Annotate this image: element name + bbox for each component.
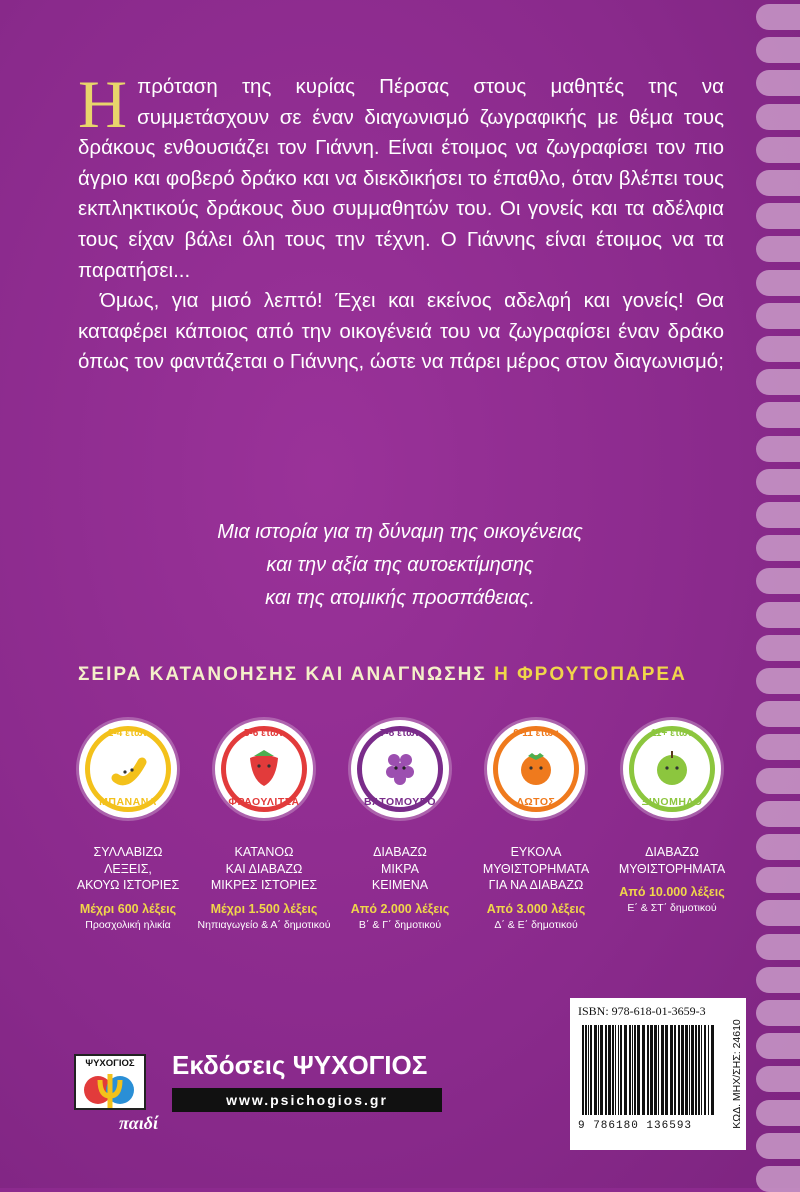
level-word-count: Από 10.000 λέξεις — [619, 885, 725, 899]
level-word-count: Μέχρι 1.500 λέξεις — [210, 901, 318, 916]
reading-level — [196, 720, 332, 931]
strawberry-icon — [244, 748, 284, 788]
barcode-bar — [637, 1025, 640, 1115]
level-desc-line: ΚΕΙΜΕΝΑ — [371, 878, 429, 892]
level-grade: Νηπιαγωγείο & Α΄ δημοτικού — [197, 918, 331, 931]
kaki-icon — [516, 748, 556, 788]
barcode-bar — [665, 1025, 668, 1115]
blurb-text — [78, 66, 724, 378]
spiral-tab — [756, 867, 800, 893]
barcode-bar — [585, 1025, 587, 1115]
level-grade: Ε΄ & ΣΤ΄ δημοτικού — [627, 902, 717, 914]
tagline-line-1: Μια ιστορία για τη δύναμη της οικογένειας — [217, 521, 583, 543]
spiral-tab — [756, 1066, 800, 1092]
barcode-bar — [629, 1025, 631, 1115]
barcode-bar — [642, 1025, 645, 1115]
barcode-bar — [685, 1025, 688, 1115]
spiral-tab — [756, 170, 800, 196]
series-name: Η ΦΡΟΥΤΟΠΑΡΕΑ — [494, 664, 687, 685]
level-badge — [487, 720, 585, 818]
spiral-tab — [756, 1133, 800, 1159]
spiral-tab — [756, 203, 800, 229]
barcode-bar — [698, 1025, 700, 1115]
level-description — [332, 844, 468, 894]
green-apple-icon — [652, 748, 692, 788]
barcode-bar — [624, 1025, 627, 1115]
barcode-bar — [594, 1025, 597, 1115]
logo-paidi: παιδί — [118, 1113, 158, 1133]
barcode-bar — [674, 1025, 676, 1115]
series-title — [78, 664, 728, 686]
reading-level — [332, 720, 468, 931]
level-description — [60, 844, 196, 894]
spiral-tab — [756, 568, 800, 594]
logo-box — [74, 1054, 146, 1110]
isbn-label: ISBN: 978-618-01-3659-3 — [578, 1004, 706, 1018]
level-desc-line: ΓΙΑ ΝΑ ΔΙΑΒΑΖΩ — [488, 878, 584, 892]
level-word-count: Από 2.000 λέξεις — [350, 901, 450, 916]
barcode-bar — [695, 1025, 697, 1115]
barcode-bar — [647, 1025, 649, 1115]
barcode-bar — [689, 1025, 690, 1115]
spiral-tab — [756, 104, 800, 130]
level-fruit-name: ΞΙΝΟΜΗΛΟ — [641, 796, 703, 808]
spiral-tabs — [740, 0, 800, 1188]
logo-word: ΨΥΧΟΓΙΟΣ — [85, 1058, 135, 1069]
tagline-line-2: και την αξία της αυτοεκτίμησης — [266, 554, 534, 576]
spiral-tab — [756, 336, 800, 362]
reading-level — [468, 720, 604, 931]
level-grade: Δ΄ & Ε΄ δημοτικού — [494, 918, 578, 931]
level-fruit-name: ΛΩΤΟΣ — [516, 796, 556, 808]
level-desc-line: ΔΙΑΒΑΖΩ — [373, 845, 427, 859]
barcode-bar — [708, 1025, 709, 1115]
barcode-bar — [615, 1025, 616, 1115]
spiral-tab — [756, 469, 800, 495]
level-age: 7-8 ετών — [379, 728, 421, 739]
barcode-bar — [691, 1025, 694, 1115]
barcode-bar — [681, 1025, 684, 1115]
barcode — [578, 1025, 720, 1115]
blurb-paragraph-2: Όμως, για μισό λεπτό! Έχει και εκείνος αδελφή και γονείς! Θα καταφέρει κάποιος από την οικογένειά του να ζωγραφίσει έναν δράκο όπως τον φαντάζεται ο Γιάννης, ώστε να πάρει μέρος στον διαγωνισμό; — [78, 289, 724, 374]
level-description — [196, 844, 332, 894]
barcode-bar — [612, 1025, 614, 1115]
barcode-bar — [620, 1025, 622, 1115]
barcode-bar — [654, 1025, 657, 1115]
spiral-tab — [756, 934, 800, 960]
reading-levels — [60, 720, 740, 950]
level-age: 11+ ετών — [650, 728, 694, 739]
tagline-line-3: και της ατομικής προσπάθειας. — [265, 587, 535, 609]
level-desc-line: ΔΙΑΒΑΖΩ — [645, 845, 699, 859]
publisher-logo — [74, 1054, 158, 1133]
spiral-tab — [756, 535, 800, 561]
drop-cap: Η — [78, 66, 128, 142]
level-badge — [79, 720, 177, 818]
level-desc-line: ΑΚΟΥΩ ΙΣΤΟΡΙΕΣ — [76, 878, 180, 892]
reading-level — [604, 720, 740, 914]
spiral-tab — [756, 369, 800, 395]
spiral-tab — [756, 236, 800, 262]
level-badge — [215, 720, 313, 818]
barcode-bar — [661, 1025, 664, 1115]
spiral-tab — [756, 734, 800, 760]
publisher-name: Εκδόσεις ΨΥΧΟΓΙΟΣ — [172, 1050, 428, 1080]
barcode-bar — [670, 1025, 673, 1115]
level-desc-line: ΜΥΘΙΣΤΟΡΗΜΑΤΑ — [618, 861, 726, 876]
spiral-tab — [756, 801, 800, 827]
barcode-bar — [632, 1025, 633, 1115]
spiral-tab — [756, 834, 800, 860]
spiral-tab — [756, 436, 800, 462]
level-fruit-name: ΦΡΑΟΥΛΙΤΣΑ — [228, 796, 300, 808]
spiral-tab — [756, 967, 800, 993]
blackberry-icon — [380, 748, 420, 788]
barcode-bar — [701, 1025, 702, 1115]
spiral-tab — [756, 1000, 800, 1026]
product-code: ΚΩΔ. ΜΗΧ/ΣΗΣ: 24610 — [728, 998, 746, 1150]
barcode-bar — [600, 1025, 603, 1115]
level-description — [604, 844, 740, 877]
barcode-number: 9 786180 136593 — [578, 1120, 693, 1132]
isbn-block — [570, 998, 728, 1150]
tagline — [120, 516, 680, 615]
spiral-tab — [756, 37, 800, 63]
level-desc-line: ΛΕΞΕΙΣ, — [104, 861, 152, 876]
level-grade: Β΄ & Γ΄ δημοτικού — [358, 918, 442, 931]
barcode-bar — [634, 1025, 636, 1115]
banana-icon — [108, 748, 148, 788]
level-word-count: Από 3.000 λέξεις — [486, 901, 586, 916]
spiral-tab — [756, 768, 800, 794]
level-word-count: Μέχρι 600 λέξεις — [79, 901, 177, 916]
level-desc-line: ΜΙΚΡΑ — [381, 861, 419, 876]
spiral-tab — [756, 602, 800, 628]
barcode-bar — [658, 1025, 659, 1115]
spiral-tab — [756, 701, 800, 727]
spiral-tab — [756, 137, 800, 163]
barcode-bar — [582, 1025, 584, 1115]
spiral-tab — [756, 635, 800, 661]
level-badge — [623, 720, 721, 818]
level-desc-line: ΣΥΛΛΑΒΙΖΩ — [93, 845, 163, 859]
level-fruit-name: ΒΑΤΟΜΟΥΡΟ — [364, 796, 436, 808]
barcode-bar — [588, 1025, 589, 1115]
barcode-bar — [678, 1025, 680, 1115]
barcode-bar — [608, 1025, 611, 1115]
level-fruit-name: ΜΠΑΝΑΝΑ — [99, 796, 157, 808]
spiral-tab — [756, 303, 800, 329]
blurb-paragraph-1: Ηπρόταση της κυρίας Πέρσας στους μαθητές της να συμμετάσχουν σε έναν διαγωνισμό ζωγραφικής με θέμα τους δράκους ενθουσιάζει τον Γιάννη. Είναι έτοιμος να ζωγραφίσει τον πιο άγριο και φοβερό δράκο και να διεκδικήσει το έπαθλο, όταν βλέπει τους εκπληκτικούς δράκους δυο συμμαθητών του. Οι γονείς και τα αδέλφια τους είχαν βάλει όλη τους την τέχνη. Ο Γιάννης είναι έτοιμος να τα παρατήσει... — [78, 66, 724, 282]
level-description — [468, 844, 604, 894]
spiral-tab — [756, 70, 800, 96]
spiral-tab — [756, 4, 800, 30]
publisher-website: www.psichogios.gr — [172, 1088, 442, 1112]
spiral-tab — [756, 1033, 800, 1059]
level-desc-line: ΚΑΤΑΝΟΩ — [234, 845, 294, 859]
spiral-tab — [756, 402, 800, 428]
spiral-tab — [756, 502, 800, 528]
spiral-tab — [756, 1166, 800, 1192]
series-prefix: ΣΕΙΡΑ ΚΑΤΑΝΟΗΣΗΣ ΚΑΙ ΑΝΑΓΝΩΣΗΣ — [78, 664, 487, 685]
level-desc-line: ΚΑΙ ΔΙΑΒΑΖΩ — [225, 861, 303, 876]
level-age: 2-4 ετών — [107, 728, 149, 739]
barcode-bar — [650, 1025, 653, 1115]
barcode-bar — [704, 1025, 706, 1115]
barcode-bar — [590, 1025, 592, 1115]
level-age: 5-6 ετών — [243, 728, 285, 739]
level-desc-line: ΜΙΚΡΕΣ ΙΣΤΟΡΙΕΣ — [210, 878, 318, 892]
level-badge — [351, 720, 449, 818]
barcode-bar — [605, 1025, 607, 1115]
reading-level — [60, 720, 196, 931]
spiral-tab — [756, 1100, 800, 1126]
level-grade: Προσχολική ηλικία — [85, 918, 171, 931]
spiral-tab — [756, 668, 800, 694]
level-age: 9-11 ετών — [513, 728, 559, 739]
spiral-tab — [756, 270, 800, 296]
barcode-bar — [598, 1025, 599, 1115]
level-desc-line: ΜΥΘΙΣΤΟΡΗΜΑΤΑ — [482, 861, 590, 876]
level-desc-line: ΕΥΚΟΛΑ — [510, 845, 562, 859]
barcode-bar — [711, 1025, 714, 1115]
barcode-bar — [618, 1025, 619, 1115]
spiral-tab — [756, 900, 800, 926]
psi-logo-icon — [76, 1070, 144, 1110]
